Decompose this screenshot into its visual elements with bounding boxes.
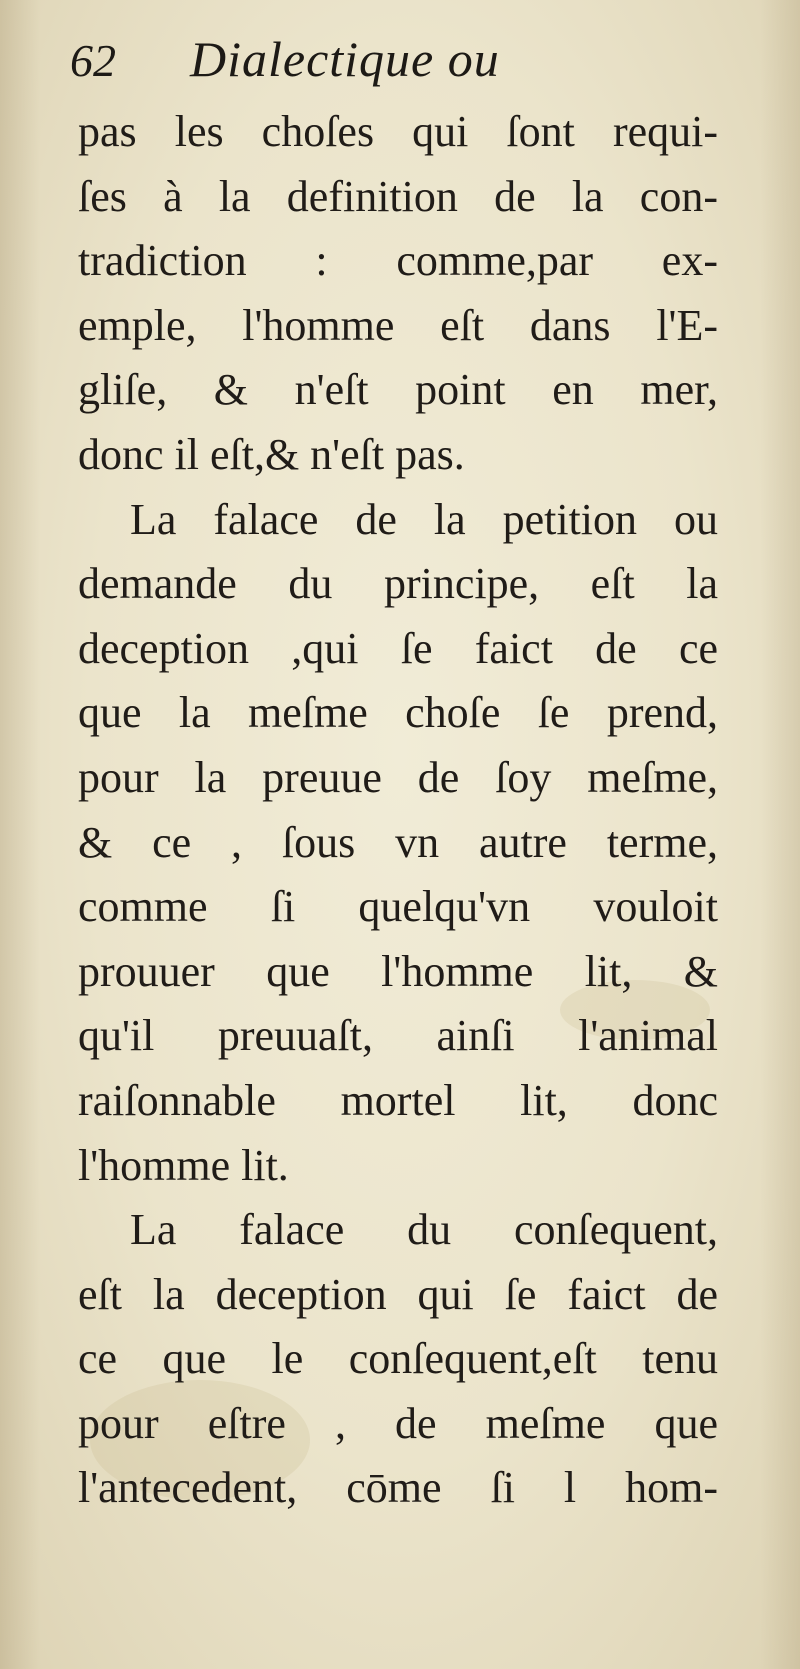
text-line: eſt la deception qui ſe faict de: [78, 1269, 718, 1319]
text-line: ce que le conſequent,eſt tenu: [78, 1334, 718, 1384]
text-line: pour la preuue de ſoy meſme,: [78, 752, 718, 802]
page-gutter-shadow: [0, 0, 40, 1669]
text-line: pas les choſes qui ſont requi-: [78, 107, 718, 156]
running-head: [70, 30, 500, 100]
paragraph-start-line: La falace de la petition ou: [130, 494, 718, 544]
page-number: 62: [70, 35, 116, 86]
text-line: deception ,qui ſe faict de ce: [78, 623, 718, 673]
text-line: comme ſi quelqu'vn vouloit: [78, 882, 718, 932]
page-edge-shadow: [760, 0, 800, 1669]
text-line: emple, l'homme eſt dans l'E-: [78, 300, 718, 350]
text-line: & ce , ſous vn autre terme,: [78, 817, 718, 867]
text-line: l'homme lit.: [78, 1140, 289, 1190]
text-line: raiſonnable mortel lit, donc: [78, 1075, 718, 1125]
text-line: l'antecedent, cōme ſi l hom-: [78, 1463, 718, 1513]
text-line: gliſe, & n'eſt point en mer,: [78, 365, 718, 415]
text-line: pour eſtre , de meſme que: [78, 1398, 718, 1448]
text-line: ſes à la definition de la con-: [78, 171, 718, 221]
text-line: prouuer que l'homme lit, &: [78, 946, 718, 996]
text-line: donc il eſt,& n'eſt pas.: [78, 429, 465, 479]
text-line: qu'il preuuaſt, ainſi l'animal: [78, 1011, 718, 1061]
running-title: Dialectique ou: [190, 31, 500, 87]
body-text: [78, 100, 718, 1521]
text-line: tradiction : comme,par ex-: [78, 236, 718, 286]
text-line: demande du principe, eſt la: [78, 559, 718, 609]
paragraph-start-line: La falace du conſequent,: [130, 1205, 718, 1255]
text-line: que la meſme choſe ſe prend,: [78, 688, 718, 738]
